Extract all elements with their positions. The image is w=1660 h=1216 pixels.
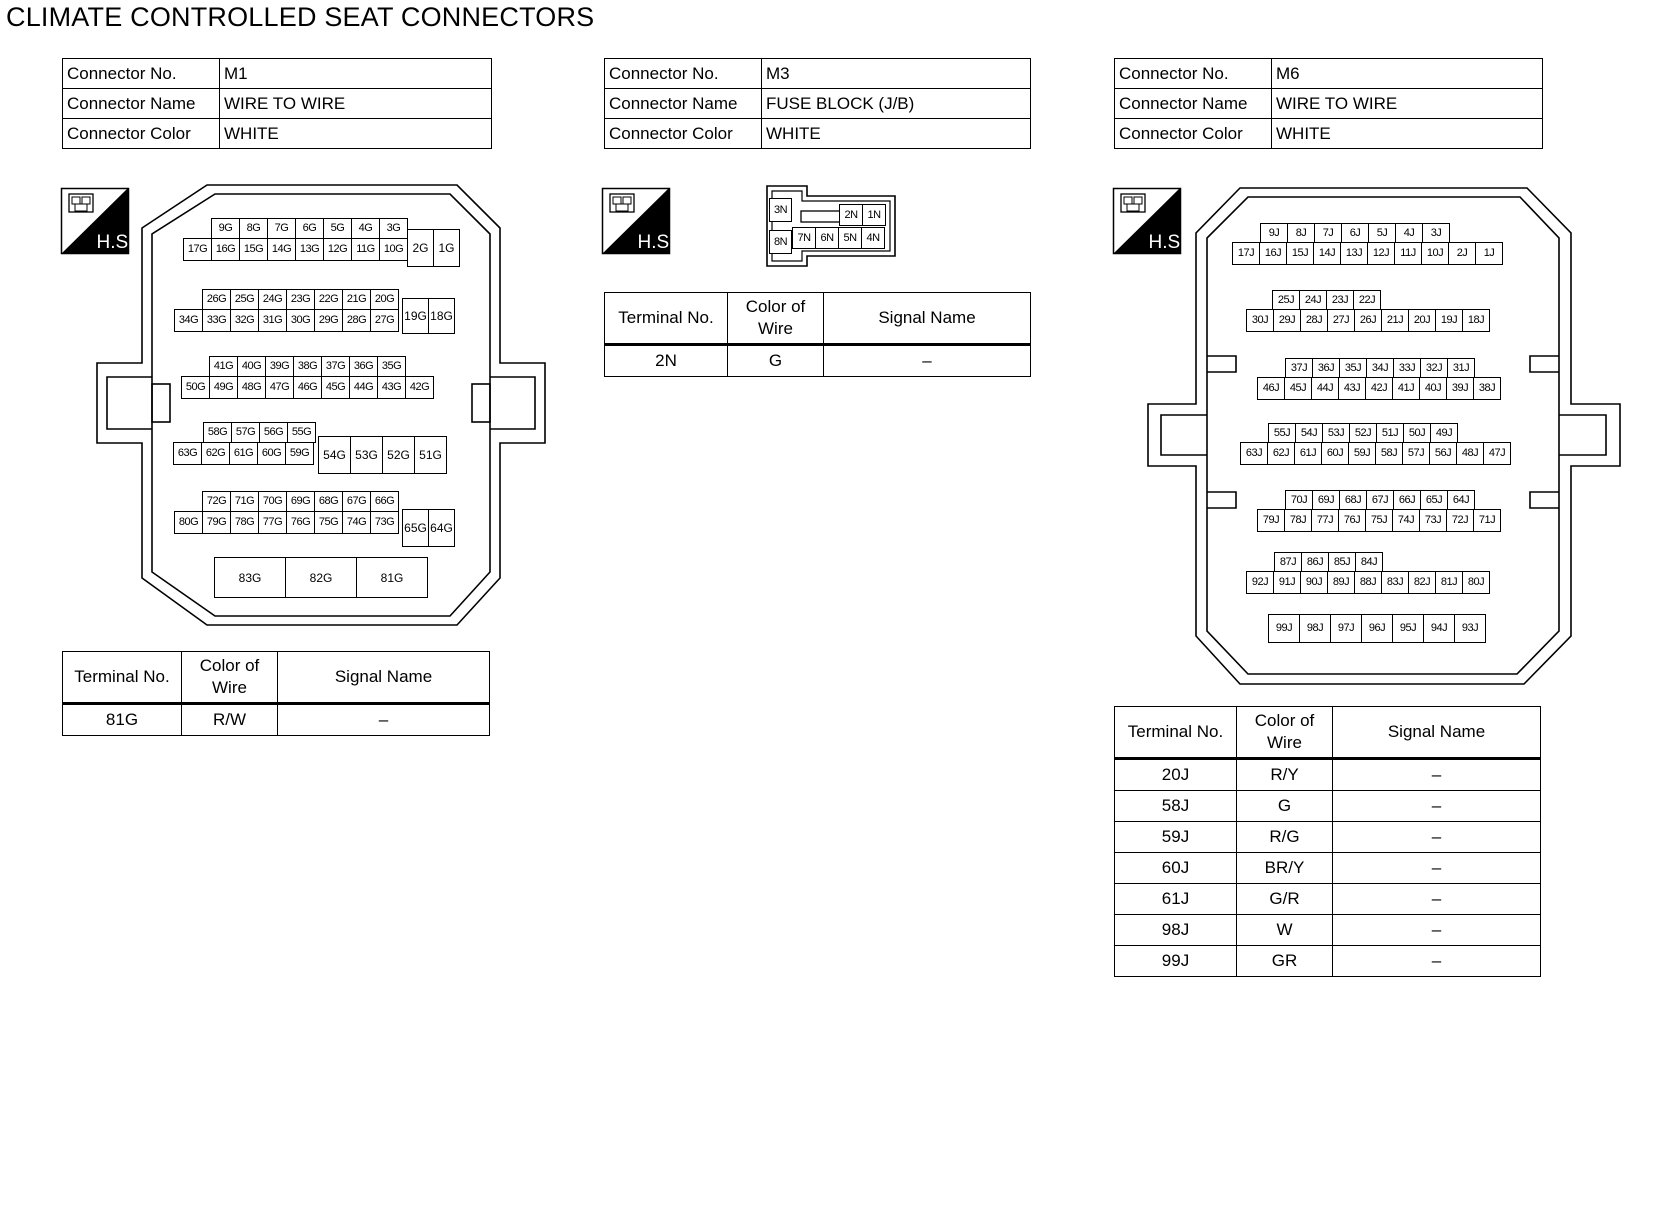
terminal-pin: 2N bbox=[839, 204, 863, 226]
signal-name-cell: – bbox=[1333, 822, 1541, 853]
terminal-pin: 53G bbox=[350, 436, 383, 474]
terminal-pin: 19J bbox=[1435, 309, 1463, 332]
terminal-pin: 3N bbox=[769, 198, 792, 222]
terminal-pin: 22G bbox=[314, 289, 343, 310]
terminal-pin: 17J bbox=[1232, 242, 1260, 265]
terminal-pin: 83G bbox=[214, 557, 286, 598]
connector-m3-info-table bbox=[604, 58, 1031, 149]
terminal-pin: 93J bbox=[1454, 614, 1486, 643]
terminal-pin: 80J bbox=[1462, 571, 1490, 594]
terminal-pin: 99J bbox=[1268, 614, 1300, 643]
color-of-wire-line2: Wire bbox=[1267, 733, 1302, 752]
terminal-pin: 18G bbox=[428, 298, 455, 334]
terminal-pin: 64G bbox=[428, 509, 455, 547]
connector-name-value: WIRE TO WIRE bbox=[1272, 89, 1543, 119]
color-of-wire-line2: Wire bbox=[212, 678, 247, 697]
terminal-pin: 56G bbox=[259, 422, 288, 443]
terminal-pin: 76G bbox=[286, 511, 315, 534]
terminal-pin: 33G bbox=[202, 309, 231, 332]
terminal-pin: 22J bbox=[1353, 290, 1381, 311]
terminal-pin: 10J bbox=[1421, 242, 1449, 265]
signal-name-header: Signal Name bbox=[824, 293, 1031, 345]
terminal-pin: 62J bbox=[1267, 442, 1295, 465]
terminal-pin: 64J bbox=[1447, 490, 1475, 511]
terminal-pin: 23G bbox=[286, 289, 315, 310]
terminal-pin: 81G bbox=[356, 557, 428, 598]
terminal-pin: 97J bbox=[1330, 614, 1362, 643]
harness-side-icon bbox=[602, 188, 675, 254]
terminal-pin: 63J bbox=[1240, 442, 1268, 465]
terminal-no-header: Terminal No. bbox=[1115, 707, 1237, 759]
color-of-wire-header bbox=[728, 293, 824, 345]
terminal-pin: 50J bbox=[1403, 423, 1431, 444]
signal-name-header: Signal Name bbox=[1333, 707, 1541, 759]
terminal-pin: 75J bbox=[1365, 509, 1393, 532]
terminal-pin: 7N bbox=[792, 227, 816, 249]
terminal-pin: 19G bbox=[402, 298, 429, 334]
terminal-pin: 16J bbox=[1259, 242, 1287, 265]
wire-color-cell: R/G bbox=[1237, 822, 1333, 853]
terminal-pin: 17G bbox=[183, 238, 212, 261]
terminal-no-cell: 61J bbox=[1115, 884, 1237, 915]
terminal-pin: 43J bbox=[1338, 377, 1366, 400]
table-row bbox=[1115, 759, 1541, 791]
terminal-pin: 56J bbox=[1429, 442, 1457, 465]
terminal-no-cell: 2N bbox=[605, 345, 728, 377]
terminal-pin: 38G bbox=[293, 356, 322, 377]
terminal-pin: 20G bbox=[370, 289, 399, 310]
terminal-pin: 5G bbox=[323, 218, 352, 239]
terminal-pin: 37G bbox=[321, 356, 350, 377]
terminal-pin: 66J bbox=[1393, 490, 1421, 511]
terminal-pin: 14G bbox=[267, 238, 296, 261]
terminal-no-header: Terminal No. bbox=[63, 652, 182, 704]
terminal-pin: 80G bbox=[174, 511, 203, 534]
table-row bbox=[63, 59, 492, 89]
terminal-pin: 24J bbox=[1299, 290, 1327, 311]
terminal-pin: 6N bbox=[815, 227, 839, 249]
color-of-wire-line1: Color of bbox=[745, 297, 806, 316]
terminal-pin: 51J bbox=[1376, 423, 1404, 444]
terminal-pin: 81J bbox=[1435, 571, 1463, 594]
color-of-wire-line1: Color of bbox=[199, 656, 260, 675]
signal-name-cell: – bbox=[1333, 759, 1541, 791]
terminal-pin: 39J bbox=[1446, 377, 1474, 400]
terminal-pin: 68J bbox=[1339, 490, 1367, 511]
terminal-pin: 74J bbox=[1392, 509, 1420, 532]
terminal-pin: 38J bbox=[1473, 377, 1501, 400]
color-of-wire-header bbox=[1237, 707, 1333, 759]
terminal-pin: 55J bbox=[1268, 423, 1296, 444]
terminal-pin: 3G bbox=[379, 218, 408, 239]
terminal-pin: 46J bbox=[1257, 377, 1285, 400]
wire-color-cell: G bbox=[728, 345, 824, 377]
terminal-pin: 31G bbox=[258, 309, 287, 332]
terminal-pin: 58J bbox=[1375, 442, 1403, 465]
terminal-pin: 57J bbox=[1402, 442, 1430, 465]
table-row bbox=[1115, 915, 1541, 946]
terminal-pin: 61J bbox=[1294, 442, 1322, 465]
terminal-pin: 14J bbox=[1313, 242, 1341, 265]
table-row bbox=[1115, 89, 1543, 119]
wire-color-cell: R/Y bbox=[1237, 759, 1333, 791]
terminal-pin: 16G bbox=[211, 238, 240, 261]
terminal-pin: 74G bbox=[342, 511, 371, 534]
terminal-pin: 29J bbox=[1273, 309, 1301, 332]
terminal-pin: 45G bbox=[321, 376, 350, 399]
terminal-pin: 12G bbox=[323, 238, 352, 261]
terminal-pin: 2G bbox=[407, 229, 434, 267]
terminal-pin: 8G bbox=[239, 218, 268, 239]
table-row bbox=[605, 59, 1031, 89]
terminal-pin: 6G bbox=[295, 218, 324, 239]
terminal-pin: 43G bbox=[377, 376, 406, 399]
terminal-pin: 28J bbox=[1300, 309, 1328, 332]
wire-color-cell: R/W bbox=[182, 704, 278, 736]
terminal-no-cell: 60J bbox=[1115, 853, 1237, 884]
terminal-pin: 21J bbox=[1381, 309, 1409, 332]
terminal-pin: 94J bbox=[1423, 614, 1455, 643]
terminal-pin: 29G bbox=[314, 309, 343, 332]
terminal-pin: 62G bbox=[201, 442, 230, 465]
terminal-pin: 33J bbox=[1393, 358, 1421, 379]
wire-color-cell: W bbox=[1237, 915, 1333, 946]
terminal-pin: 39G bbox=[265, 356, 294, 377]
connector-color-label: Connector Color bbox=[1115, 119, 1272, 149]
terminal-pin: 13G bbox=[295, 238, 324, 261]
terminal-pin: 51G bbox=[414, 436, 447, 474]
table-row bbox=[605, 345, 1031, 377]
terminal-pin: 52G bbox=[382, 436, 415, 474]
terminal-pin: 32G bbox=[230, 309, 259, 332]
terminal-pin: 42G bbox=[405, 376, 434, 399]
terminal-pin: 78J bbox=[1284, 509, 1312, 532]
terminal-pin: 98J bbox=[1299, 614, 1331, 643]
terminal-pin: 15J bbox=[1286, 242, 1314, 265]
terminal-pin: 11J bbox=[1394, 242, 1422, 265]
terminal-pin: 7G bbox=[267, 218, 296, 239]
connector-color-label: Connector Color bbox=[63, 119, 220, 149]
terminal-pin: 73G bbox=[370, 511, 399, 534]
terminal-pin: 7J bbox=[1314, 223, 1342, 244]
terminal-pin: 78G bbox=[230, 511, 259, 534]
terminal-pin: 71G bbox=[230, 491, 259, 512]
terminal-pin: 28G bbox=[342, 309, 371, 332]
terminal-pin: 30G bbox=[286, 309, 315, 332]
table-row bbox=[1115, 884, 1541, 915]
table-header bbox=[605, 293, 1031, 345]
terminal-pin: 60J bbox=[1321, 442, 1349, 465]
terminal-pin: 35G bbox=[377, 356, 406, 377]
wire-color-cell: GR bbox=[1237, 946, 1333, 977]
terminal-pin: 61G bbox=[229, 442, 258, 465]
terminal-pin: 65G bbox=[402, 509, 429, 547]
terminal-pin: 75G bbox=[314, 511, 343, 534]
connector-name-label: Connector Name bbox=[1115, 89, 1272, 119]
terminal-pin: 1J bbox=[1475, 242, 1503, 265]
table-row bbox=[1115, 853, 1541, 884]
connector-no-value: M6 bbox=[1272, 59, 1543, 89]
connector-m6-info-table bbox=[1114, 58, 1543, 149]
terminal-pin: 9J bbox=[1260, 223, 1288, 244]
terminal-pin: 83J bbox=[1381, 571, 1409, 594]
terminal-pin: 71J bbox=[1473, 509, 1501, 532]
terminal-pin: 60G bbox=[257, 442, 286, 465]
wire-color-cell: G bbox=[1237, 791, 1333, 822]
terminal-pin: 73J bbox=[1419, 509, 1447, 532]
terminal-pin: 44G bbox=[349, 376, 378, 399]
terminal-pin: 26G bbox=[202, 289, 231, 310]
terminal-pin: 89J bbox=[1327, 571, 1355, 594]
terminal-pin: 69J bbox=[1312, 490, 1340, 511]
table-row bbox=[1115, 59, 1543, 89]
terminal-pin: 48J bbox=[1456, 442, 1484, 465]
page-title: CLIMATE CONTROLLED SEAT CONNECTORS bbox=[6, 2, 595, 32]
signal-name-cell: – bbox=[824, 345, 1031, 377]
terminal-pin: 70G bbox=[258, 491, 287, 512]
terminal-pin: 49G bbox=[209, 376, 238, 399]
terminal-pin: 13J bbox=[1340, 242, 1368, 265]
table-header bbox=[63, 652, 490, 704]
terminal-pin: 25G bbox=[230, 289, 259, 310]
connector-name-value: WIRE TO WIRE bbox=[220, 89, 492, 119]
harness-side-icon bbox=[61, 188, 134, 254]
terminal-pin: 84J bbox=[1355, 552, 1383, 573]
connector-name-label: Connector Name bbox=[605, 89, 762, 119]
hs-badge-label: H.S. bbox=[96, 232, 134, 253]
terminal-pin: 85J bbox=[1328, 552, 1356, 573]
connector-name-label: Connector Name bbox=[63, 89, 220, 119]
table-row bbox=[1115, 119, 1543, 149]
terminal-pin: 59J bbox=[1348, 442, 1376, 465]
terminal-pin: 50G bbox=[181, 376, 210, 399]
m6-terminal-table bbox=[1114, 706, 1541, 977]
table-row bbox=[63, 89, 492, 119]
terminal-pin: 79G bbox=[202, 511, 231, 534]
terminal-pin: 79J bbox=[1257, 509, 1285, 532]
terminal-pin: 5J bbox=[1368, 223, 1396, 244]
m3-terminal-table bbox=[604, 292, 1031, 377]
terminal-pin: 96J bbox=[1361, 614, 1393, 643]
terminal-pin: 88J bbox=[1354, 571, 1382, 594]
table-row bbox=[605, 89, 1031, 119]
terminal-pin: 42J bbox=[1365, 377, 1393, 400]
terminal-pin: 53J bbox=[1322, 423, 1350, 444]
terminal-pin: 77J bbox=[1311, 509, 1339, 532]
terminal-pin: 26J bbox=[1354, 309, 1382, 332]
signal-name-cell: – bbox=[1333, 884, 1541, 915]
terminal-pin: 82G bbox=[285, 557, 357, 598]
terminal-pin: 9G bbox=[211, 218, 240, 239]
connector-no-value: M3 bbox=[762, 59, 1031, 89]
terminal-pin: 20J bbox=[1408, 309, 1436, 332]
hs-badge-label: H.S. bbox=[1148, 232, 1186, 253]
terminal-pin: 47J bbox=[1483, 442, 1511, 465]
terminal-pin: 70J bbox=[1285, 490, 1313, 511]
terminal-pin: 47G bbox=[265, 376, 294, 399]
color-of-wire-header bbox=[182, 652, 278, 704]
terminal-pin: 76J bbox=[1338, 509, 1366, 532]
terminal-pin: 25J bbox=[1272, 290, 1300, 311]
terminal-no-cell: 98J bbox=[1115, 915, 1237, 946]
table-row bbox=[63, 119, 492, 149]
terminal-pin: 63G bbox=[173, 442, 202, 465]
terminal-pin: 36J bbox=[1312, 358, 1340, 379]
terminal-pin: 66G bbox=[370, 491, 399, 512]
wire-color-cell: BR/Y bbox=[1237, 853, 1333, 884]
terminal-pin: 21G bbox=[342, 289, 371, 310]
signal-name-header: Signal Name bbox=[278, 652, 490, 704]
terminal-pin: 40G bbox=[237, 356, 266, 377]
terminal-pin: 77G bbox=[258, 511, 287, 534]
terminal-pin: 37J bbox=[1285, 358, 1313, 379]
terminal-pin: 23J bbox=[1326, 290, 1354, 311]
terminal-pin: 92J bbox=[1246, 571, 1274, 594]
terminal-pin: 54G bbox=[318, 436, 351, 474]
terminal-pin: 86J bbox=[1301, 552, 1329, 573]
terminal-pin: 69G bbox=[286, 491, 315, 512]
terminal-pin: 91J bbox=[1273, 571, 1301, 594]
terminal-no-cell: 81G bbox=[63, 704, 182, 736]
terminal-pin: 90J bbox=[1300, 571, 1328, 594]
terminal-pin: 2J bbox=[1448, 242, 1476, 265]
wire-color-cell: G/R bbox=[1237, 884, 1333, 915]
terminal-pin: 30J bbox=[1246, 309, 1274, 332]
terminal-pin: 8J bbox=[1287, 223, 1315, 244]
terminal-pin: 32J bbox=[1420, 358, 1448, 379]
terminal-pin: 41J bbox=[1392, 377, 1420, 400]
terminal-pin: 49J bbox=[1430, 423, 1458, 444]
connector-color-value: WHITE bbox=[220, 119, 492, 149]
terminal-pin: 87J bbox=[1274, 552, 1302, 573]
hs-badge-label: H.S. bbox=[637, 232, 675, 253]
harness-side-icon bbox=[1113, 188, 1186, 254]
table-header bbox=[1115, 707, 1541, 759]
table-row bbox=[1115, 822, 1541, 853]
terminal-pin: 45J bbox=[1284, 377, 1312, 400]
terminal-pin: 48G bbox=[237, 376, 266, 399]
terminal-pin: 44J bbox=[1311, 377, 1339, 400]
terminal-pin: 95J bbox=[1392, 614, 1424, 643]
terminal-no-cell: 59J bbox=[1115, 822, 1237, 853]
terminal-pin: 67G bbox=[342, 491, 371, 512]
terminal-pin: 58G bbox=[203, 422, 232, 443]
terminal-pin: 24G bbox=[258, 289, 287, 310]
terminal-pin: 41G bbox=[209, 356, 238, 377]
terminal-pin: 52J bbox=[1349, 423, 1377, 444]
terminal-pin: 67J bbox=[1366, 490, 1394, 511]
signal-name-cell: – bbox=[1333, 791, 1541, 822]
terminal-pin: 72G bbox=[202, 491, 231, 512]
signal-name-cell: – bbox=[1333, 946, 1541, 977]
terminal-pin: 1N bbox=[862, 204, 886, 226]
table-row bbox=[63, 704, 490, 736]
connector-no-label: Connector No. bbox=[63, 59, 220, 89]
terminal-pin: 54J bbox=[1295, 423, 1323, 444]
terminal-pin: 35J bbox=[1339, 358, 1367, 379]
terminal-pin: 82J bbox=[1408, 571, 1436, 594]
terminal-pin: 6J bbox=[1341, 223, 1369, 244]
table-row bbox=[605, 119, 1031, 149]
connector-no-value: M1 bbox=[220, 59, 492, 89]
m1-terminal-table bbox=[62, 651, 490, 736]
connector-name-value: FUSE BLOCK (J/B) bbox=[762, 89, 1031, 119]
terminal-pin: 68G bbox=[314, 491, 343, 512]
connector-color-value: WHITE bbox=[762, 119, 1031, 149]
terminal-pin: 8N bbox=[769, 230, 792, 254]
connector-color-label: Connector Color bbox=[605, 119, 762, 149]
table-row bbox=[1115, 791, 1541, 822]
terminal-pin: 46G bbox=[293, 376, 322, 399]
terminal-pin: 59G bbox=[285, 442, 314, 465]
signal-name-cell: – bbox=[1333, 853, 1541, 884]
terminal-pin: 4G bbox=[351, 218, 380, 239]
terminal-pin: 4N bbox=[861, 227, 885, 249]
terminal-pin: 12J bbox=[1367, 242, 1395, 265]
color-of-wire-line1: Color of bbox=[1254, 711, 1315, 730]
terminal-pin: 72J bbox=[1446, 509, 1474, 532]
terminal-pin: 27J bbox=[1327, 309, 1355, 332]
terminal-no-cell: 20J bbox=[1115, 759, 1237, 791]
signal-name-cell: – bbox=[278, 704, 490, 736]
terminal-pin: 57G bbox=[231, 422, 260, 443]
terminal-no-cell: 58J bbox=[1115, 791, 1237, 822]
connector-color-value: WHITE bbox=[1272, 119, 1543, 149]
color-of-wire-line2: Wire bbox=[758, 319, 793, 338]
terminal-pin: 55G bbox=[287, 422, 316, 443]
terminal-pin: 34J bbox=[1366, 358, 1394, 379]
terminal-pin: 1G bbox=[433, 229, 460, 267]
terminal-pin: 65J bbox=[1420, 490, 1448, 511]
terminal-no-cell: 99J bbox=[1115, 946, 1237, 977]
terminal-pin: 5N bbox=[838, 227, 862, 249]
connector-no-label: Connector No. bbox=[605, 59, 762, 89]
terminal-pin: 40J bbox=[1419, 377, 1447, 400]
terminal-pin: 36G bbox=[349, 356, 378, 377]
terminal-pin: 18J bbox=[1462, 309, 1490, 332]
terminal-pin: 11G bbox=[351, 238, 380, 261]
terminal-pin: 4J bbox=[1395, 223, 1423, 244]
terminal-pin: 27G bbox=[370, 309, 399, 332]
table-row bbox=[1115, 946, 1541, 977]
connector-no-label: Connector No. bbox=[1115, 59, 1272, 89]
signal-name-cell: – bbox=[1333, 915, 1541, 946]
terminal-pin: 3J bbox=[1422, 223, 1450, 244]
terminal-pin: 31J bbox=[1447, 358, 1475, 379]
terminal-no-header: Terminal No. bbox=[605, 293, 728, 345]
connector-m1-info-table bbox=[62, 58, 492, 149]
terminal-pin: 34G bbox=[174, 309, 203, 332]
terminal-pin: 15G bbox=[239, 238, 268, 261]
terminal-pin: 10G bbox=[379, 238, 408, 261]
